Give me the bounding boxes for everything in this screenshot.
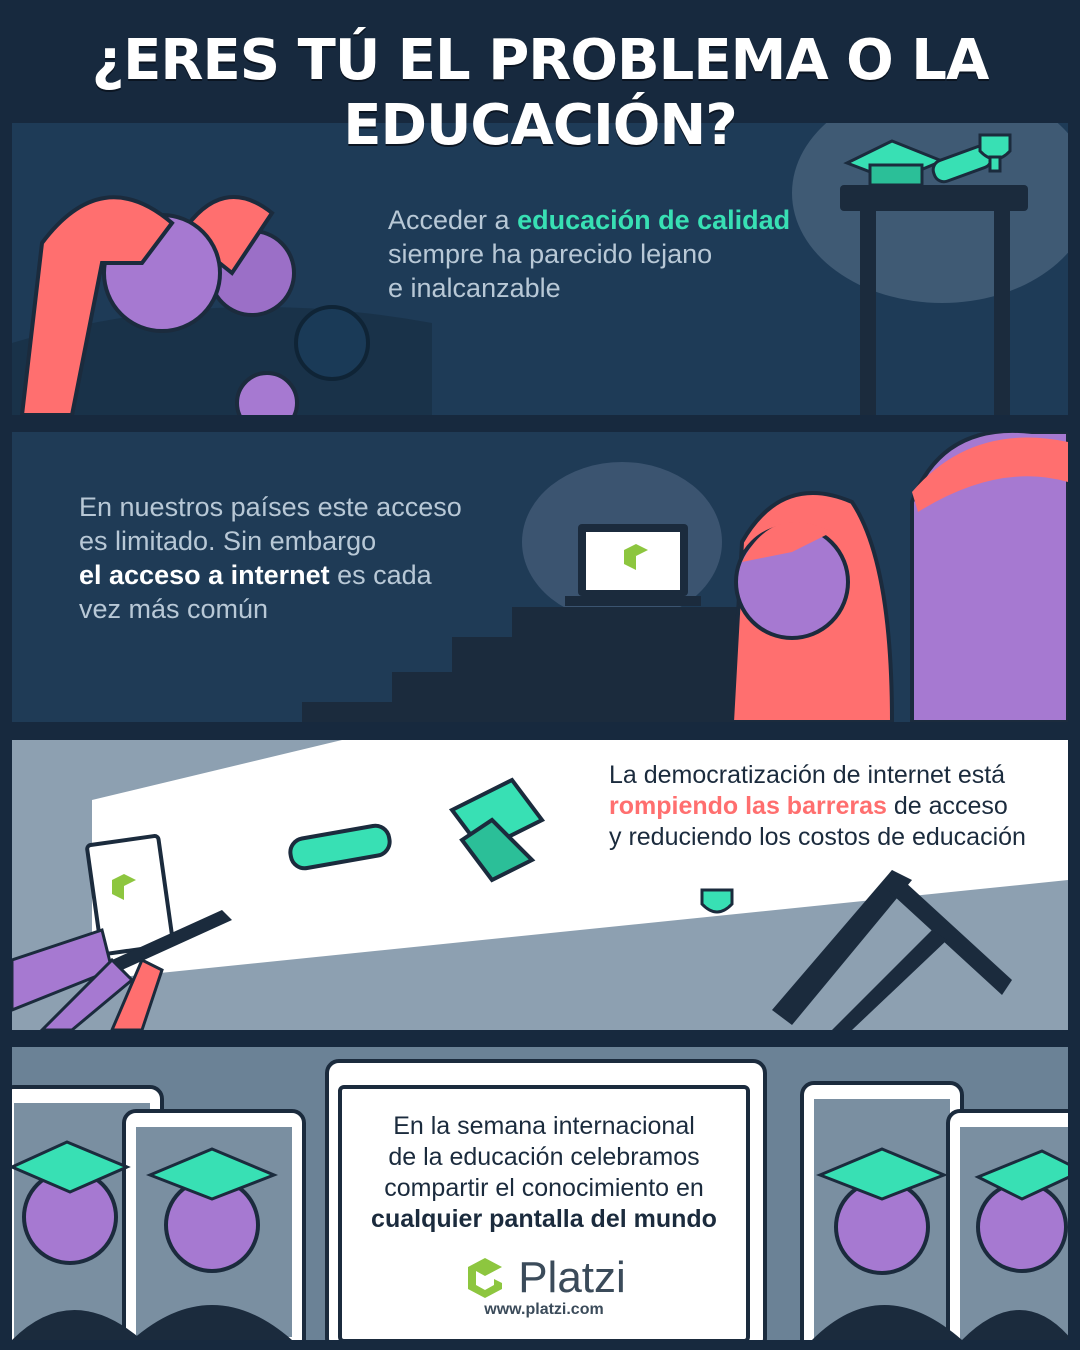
- breaking-barriers-highlight: rompiendo las barreras: [609, 792, 887, 820]
- panel-internet-access: [12, 432, 1068, 722]
- platzi-url[interactable]: www.platzi.com: [484, 1301, 604, 1318]
- internet-access-highlight: el acceso a internet: [79, 560, 330, 590]
- center-monitor-screen: [338, 1085, 750, 1340]
- platzi-logo-icon: [462, 1255, 508, 1301]
- trophy-icon: [702, 890, 732, 912]
- panel2-line2: es limitado. Sin embargo: [79, 526, 377, 556]
- panel2-line3: es cada: [329, 560, 432, 590]
- panel1-line3: e inalcanzable: [388, 273, 561, 303]
- panel3-line2: de acceso: [886, 792, 1008, 820]
- panel2-line4: vez más común: [79, 594, 269, 624]
- panel4-text: [342, 1111, 746, 1235]
- any-screen-highlight: cualquier pantalla del mundo: [371, 1205, 717, 1233]
- panel1-text: [388, 203, 790, 305]
- page-title: ¿ERES TÚ EL PROBLEMA O LA EDUCACIÓN?: [91, 28, 989, 158]
- panel-any-screen: [12, 1047, 1068, 1340]
- quality-education-highlight: educación de calidad: [517, 205, 791, 235]
- panel3-line3: y reduciendo los costos de educación: [609, 823, 1026, 851]
- panel4-line3: compartir el conocimiento en: [384, 1174, 704, 1202]
- pedestal-icon: [840, 185, 1028, 211]
- panel-quality-education: [12, 123, 1068, 415]
- student-face-icon: [296, 307, 368, 379]
- panel4-line2: de la educación celebramos: [388, 1143, 700, 1171]
- panel4-line1: En la semana internacional: [393, 1112, 695, 1140]
- panel3-line1: La democratización de internet está: [609, 761, 1006, 789]
- panel3-text: [609, 760, 1026, 853]
- platzi-brand-name: Platzi: [518, 1253, 626, 1302]
- panel1-line1: Acceder a: [388, 205, 518, 235]
- platzi-logo: [342, 1253, 746, 1303]
- panel2-text: [79, 490, 462, 626]
- panel1-line2: siempre ha parecido lejano: [388, 239, 713, 269]
- panel-breaking-barriers: [12, 740, 1068, 1030]
- panel2-line1: En nuestros países este acceso: [79, 492, 462, 522]
